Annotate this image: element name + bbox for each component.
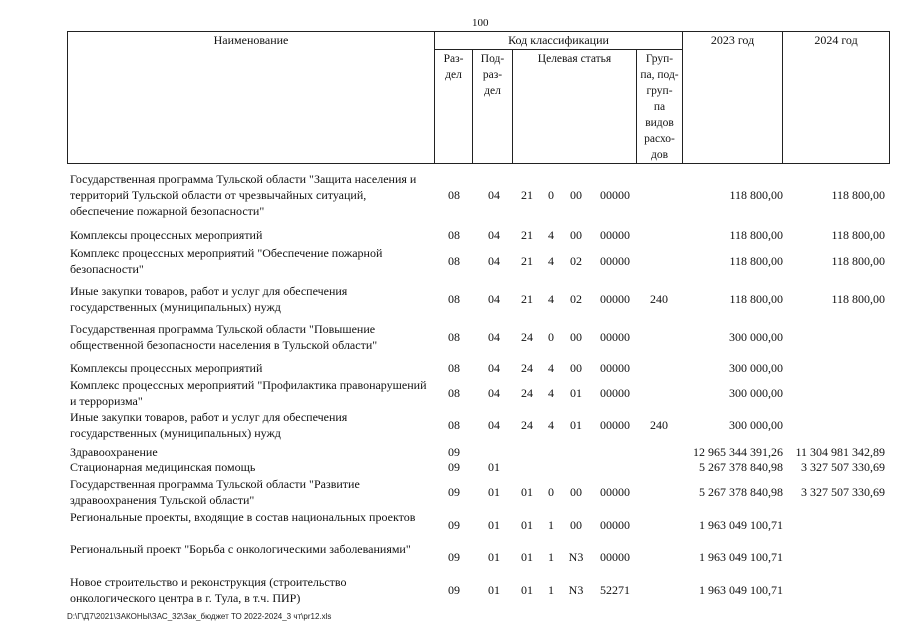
row-name: Новое строительство и реконструкция (строительство онкологического центра в г. Тула, в т.ч. ПИР) [70, 575, 347, 605]
cell-v2024: 11 304 981 342,89 [795, 445, 885, 459]
cell-c2: 4 [548, 361, 554, 375]
cell-v2023: 118 800,00 [729, 292, 783, 306]
cell-c4: 00000 [600, 485, 630, 499]
cell-v2023: 300 000,00 [729, 418, 783, 432]
cell-c1: 24 [521, 386, 533, 400]
cell-pr: 04 [488, 228, 500, 242]
table-row [67, 227, 889, 243]
cell-pr: 04 [488, 418, 500, 432]
cell-c2: 4 [548, 418, 554, 432]
cell-rz: 09 [448, 583, 460, 597]
cell-c1: 01 [521, 583, 533, 597]
cell-rz: 09 [448, 460, 460, 474]
cell-c1: 21 [521, 188, 533, 202]
cell-c3: 00 [570, 361, 582, 375]
cell-v2023: 1 963 049 100,71 [699, 518, 783, 532]
row-name: Региональный проект "Борьба с онкологическими заболеваниями" [70, 542, 411, 556]
cell-pr: 01 [488, 460, 500, 474]
table-row [67, 321, 889, 353]
cell-c1: 21 [521, 254, 533, 268]
cell-v2024: 118 800,00 [831, 228, 885, 242]
table-row [67, 171, 889, 219]
cell-pr: 04 [488, 188, 500, 202]
cell-c4: 00000 [600, 550, 630, 564]
table-header [67, 31, 889, 161]
cell-c3: 01 [570, 418, 582, 432]
header-target: Целевая статья [513, 50, 637, 164]
header-podrazdel: Под- раз- дел [473, 50, 513, 164]
cell-c3: 02 [570, 254, 582, 268]
cell-pr: 01 [488, 550, 500, 564]
cell-rz: 08 [448, 418, 460, 432]
row-name: Комплексы процессных мероприятий [70, 228, 263, 242]
cell-c2: 0 [548, 485, 554, 499]
cell-c4: 00000 [600, 361, 630, 375]
cell-c2: 0 [548, 330, 554, 344]
cell-c3: N3 [568, 583, 584, 597]
header-2023: 2023 год [683, 32, 783, 164]
cell-v2023: 300 000,00 [729, 361, 783, 375]
cell-rz: 08 [448, 292, 460, 306]
table-row [67, 409, 889, 441]
cell-c1: 01 [521, 550, 533, 564]
header-code: Код классификации [435, 32, 683, 50]
table-row [67, 245, 889, 277]
cell-v2023: 300 000,00 [729, 386, 783, 400]
cell-rz: 09 [448, 518, 460, 532]
cell-v2023: 12 965 344 391,26 [693, 445, 783, 459]
cell-pr: 04 [488, 361, 500, 375]
cell-c2: 0 [548, 188, 554, 202]
cell-c3: 02 [570, 292, 582, 306]
cell-c2: 1 [548, 550, 554, 564]
cell-c2: 4 [548, 228, 554, 242]
cell-rz: 08 [448, 254, 460, 268]
cell-v2023: 1 963 049 100,71 [699, 550, 783, 564]
cell-c1: 21 [521, 292, 533, 306]
cell-c3: 00 [570, 188, 582, 202]
cell-vr: 240 [650, 418, 668, 432]
cell-rz: 08 [448, 228, 460, 242]
cell-c3: 00 [570, 330, 582, 344]
table-row [67, 360, 889, 376]
cell-c3: 00 [570, 518, 582, 532]
cell-rz: 09 [448, 445, 460, 459]
cell-pr: 01 [488, 518, 500, 532]
cell-c2: 4 [548, 292, 554, 306]
cell-v2024: 118 800,00 [831, 188, 885, 202]
cell-c4: 00000 [600, 330, 630, 344]
cell-v2023: 118 800,00 [729, 228, 783, 242]
header-name: Наименование [68, 32, 435, 164]
table-row [67, 509, 889, 541]
cell-v2023: 5 267 378 840,98 [699, 460, 783, 474]
header-2024: 2024 год [783, 32, 890, 164]
cell-c2: 4 [548, 386, 554, 400]
cell-rz: 08 [448, 386, 460, 400]
cell-v2024: 3 327 507 330,69 [801, 460, 885, 474]
row-name: Региональные проекты, входящие в состав национальных проектов [70, 510, 416, 524]
row-name: Государственная программа Тульской области "Защита населения и территорий Тульской области от чрезвычайных ситуаций, обеспечение пожарной безопасности" [70, 172, 417, 218]
row-name: Комплекс процессных мероприятий "Обеспечение пожарной безопасности" [70, 246, 383, 276]
cell-v2023: 300 000,00 [729, 330, 783, 344]
cell-rz: 08 [448, 188, 460, 202]
cell-c1: 01 [521, 485, 533, 499]
cell-pr: 01 [488, 583, 500, 597]
cell-pr: 04 [488, 254, 500, 268]
cell-c1: 21 [521, 228, 533, 242]
cell-c2: 1 [548, 518, 554, 532]
cell-rz: 08 [448, 361, 460, 375]
cell-c4: 00000 [600, 518, 630, 532]
cell-c3: 00 [570, 485, 582, 499]
row-name: Государственная программа Тульской области "Развитие здравоохранения Тульской области" [70, 477, 360, 507]
row-name: Комплексы процессных мероприятий [70, 361, 263, 375]
cell-rz: 08 [448, 330, 460, 344]
cell-pr: 04 [488, 386, 500, 400]
cell-v2024: 118 800,00 [831, 254, 885, 268]
cell-c1: 24 [521, 418, 533, 432]
cell-c4: 00000 [600, 418, 630, 432]
cell-pr: 04 [488, 292, 500, 306]
cell-v2023: 1 963 049 100,71 [699, 583, 783, 597]
row-name: Стационарная медицинская помощь [70, 460, 256, 474]
table-row [67, 476, 889, 508]
cell-v2023: 118 800,00 [729, 254, 783, 268]
cell-vr: 240 [650, 292, 668, 306]
cell-c1: 01 [521, 518, 533, 532]
row-name: Иные закупки товаров, работ и услуг для обеспечения государственных (муниципальных) нужд [70, 284, 348, 314]
table-row [67, 377, 889, 409]
cell-rz: 09 [448, 485, 460, 499]
cell-c2: 1 [548, 583, 554, 597]
cell-c4: 00000 [600, 254, 630, 268]
cell-v2023: 5 267 378 840,98 [699, 485, 783, 499]
header-group: Груп- па, под- груп- па видов расхо- дов [637, 50, 683, 164]
cell-c4: 00000 [600, 292, 630, 306]
cell-c3: N3 [568, 550, 584, 564]
cell-c4: 00000 [600, 188, 630, 202]
cell-c4: 00000 [600, 386, 630, 400]
table-row [67, 283, 889, 315]
row-name: Здравоохранение [70, 445, 158, 459]
cell-pr: 01 [488, 485, 500, 499]
cell-c4: 52271 [600, 583, 630, 597]
cell-c3: 00 [570, 228, 582, 242]
row-name: Иные закупки товаров, работ и услуг для обеспечения государственных (муниципальных) нужд [70, 410, 348, 440]
cell-rz: 09 [448, 550, 460, 564]
cell-c1: 24 [521, 330, 533, 344]
cell-c1: 24 [521, 361, 533, 375]
table-row [67, 444, 889, 460]
cell-c2: 4 [548, 254, 554, 268]
row-name: Государственная программа Тульской области "Повышение общественной безопасности населения в Тульской области" [70, 322, 378, 352]
cell-v2024: 3 327 507 330,69 [801, 485, 885, 499]
table-row [67, 574, 889, 606]
cell-v2024: 118 800,00 [831, 292, 885, 306]
file-path: D:\Г\Д7\2021\ЗАКОНЫ\ЗАС_32\Зак_бюджет ТО 2022-2024_3 чт\рr12.xls [67, 612, 332, 621]
row-name: Комплекс процессных мероприятий "Профилактика правонарушений и терроризма" [70, 378, 427, 408]
table-row [67, 541, 889, 573]
cell-c4: 00000 [600, 228, 630, 242]
header-razdel: Раз- дел [435, 50, 473, 164]
cell-pr: 04 [488, 330, 500, 344]
cell-v2023: 118 800,00 [729, 188, 783, 202]
page-number: 100 [472, 17, 489, 29]
table-row [67, 459, 889, 475]
cell-c3: 01 [570, 386, 582, 400]
